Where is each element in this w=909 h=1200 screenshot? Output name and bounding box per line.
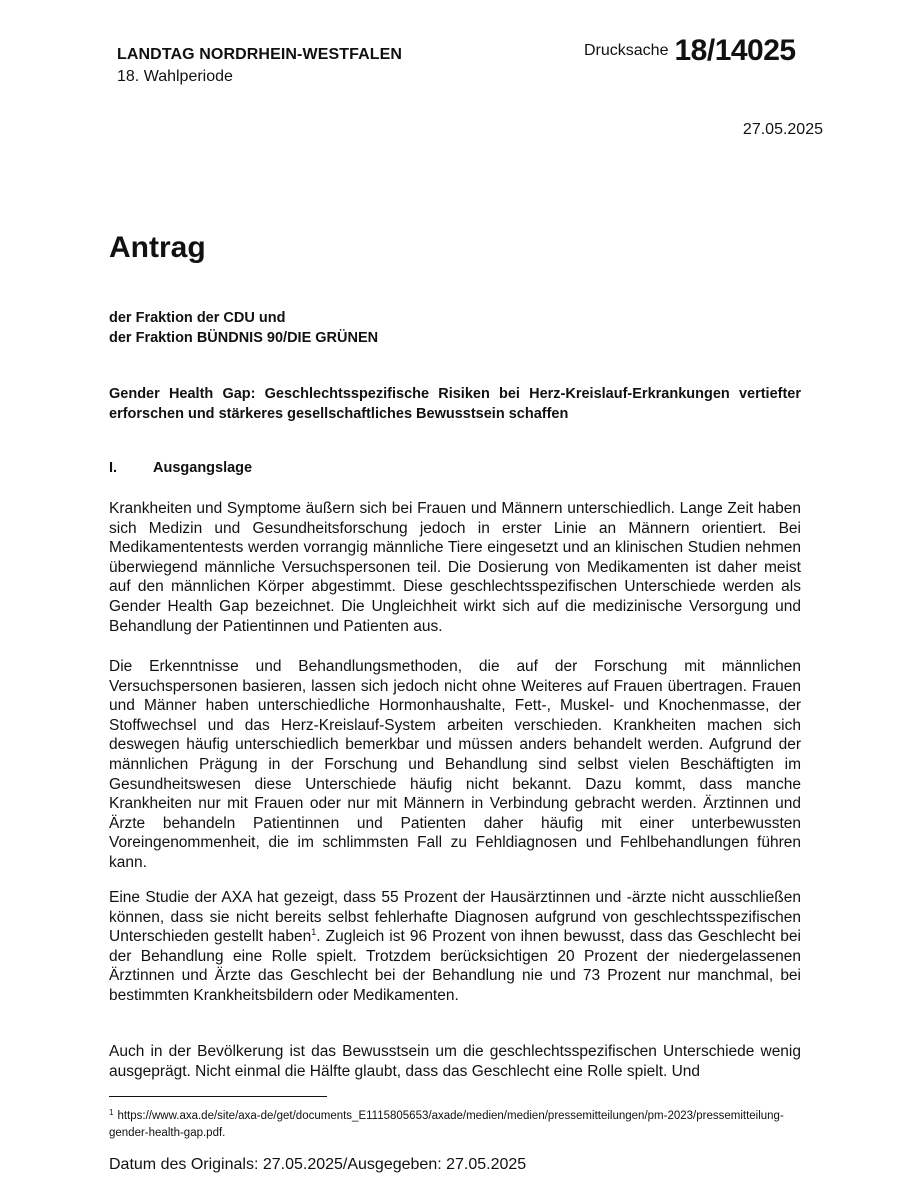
document-number-label: Drucksache [584, 42, 669, 59]
footnote [109, 1104, 801, 1142]
document-number-block [584, 34, 796, 68]
body-paragraph [109, 888, 801, 1006]
document-type-heading: Antrag [109, 231, 206, 264]
paragraph-text: Eine Studie der AXA hat gezeigt, dass 55 Prozent der Hausärztinnen und -ärzte nicht ausschließen können, dass sie nicht bereits selbst fehlerhafte Diagnosen aufgrund von geschlechtsspezifischen Unterschieden gestellt haben [109, 889, 801, 946]
faction-line: der Fraktion BÜNDNIS 90/DIE GRÜNEN [109, 330, 379, 346]
motion-title: Gender Health Gap: Geschlechtsspezifische Risiken bei Herz-Kreislauf-Erkrankungen vertiefter erforschen und stärkeres gesellschaftliches Bewusstsein schaffen [109, 386, 801, 422]
footnote-reference: 1 [311, 927, 317, 938]
section-number: I. [109, 460, 118, 476]
document-date: 27.05.2025 [742, 121, 823, 138]
section-title: Ausgangslage [153, 460, 253, 476]
body-paragraph: Auch in der Bevölkerung ist das Bewusstsein um die geschlechtsspezifischen Unterschiede wenig ausgeprägt. Nicht einmal die Hälfte glaubt, dass das Geschlecht eine Rolle spielt. Und [109, 1043, 801, 1080]
footnote-separator [109, 1096, 327, 1097]
original-date-footer: Datum des Originals: 27.05.2025/Ausgegeben: 27.05.2025 [109, 1156, 527, 1173]
parliament-name: LANDTAG NORDRHEIN-WESTFALEN [117, 46, 403, 63]
document-number: 18/14025 [674, 34, 796, 67]
factions-block [109, 308, 378, 348]
footnote-marker: 1 [109, 1108, 114, 1117]
body-paragraph: Krankheiten und Symptome äußern sich bei Frauen und Männern unterschiedlich. Lange Zeit haben sich Medizin und Gesundheitsforschung jedoch in erster Linie an Männern orientiert. Bei Medikamententests werden vorrangig männliche Tiere eingesetzt und an klinischen Studien nehmen überwiegend männliche Versuchspersonen teil. Die Dosierung von Medikamenten ist daher meist auf den männlichen Körper abgestimmt. Diese geschlechtsspezifischen Unterschiede werden als Gender Health Gap bezeichnet. Die Ungleichheit wirkt sich auf die medizinische Versorgung und Behandlung der Patientinnen und Patienten aus. [109, 500, 801, 635]
paragraph-text: . Zugleich ist 96 Prozent von ihnen bewusst, dass das Geschlecht bei der Behandlung eine Rolle spielt. Trotzdem berücksichtigen 20 Prozent der niedergelassenen Ärztinnen und Ärzte das Geschlecht bei der Behandlung nie und 73 Prozent nur manchmal, bei bestimmten Krankheitsbildern oder Medikamenten. [109, 928, 801, 1004]
footnote-link[interactable]: https://www.axa.de/site/axa-de/get/documents_E1115805653/axade/medien/medien/pressemitteilungen/pm-2023/pressemitteilung-gender-health-gap.pdf. [109, 1110, 784, 1139]
body-paragraph: Die Erkenntnisse und Behandlungsmethoden, die auf der Forschung mit männlichen Versuchspersonen basieren, lassen sich jedoch nicht ohne Weiteres auf Frauen übertragen. Frauen und Männer haben unterschiedliche Hormonhaushalte, Fett-, Muskel- und Knochenmasse, der Stoffwechsel und das Herz-Kreislauf-System arbeiten verschieden. Krankheiten machen sich deswegen häufig unterschiedlich bemerkbar und müssen anders behandelt werden. Aufgrund der männlichen Prägung in der Forschung und Behandlung sind selbst vielen Beschäftigten im Gesundheitswesen diese Unterschiede häufig nicht bekannt. Dazu kommt, dass manche Krankheiten nur mit Frauen oder nur mit Männern in Verbindung gebracht werden. Ärztinnen und Ärzte behandeln Patientinnen und Patienten daher häufig mit einer unterbewussten Voreingenommenheit, die im schlimmsten Fall zu Fehldiagnosen und Fehlbehandlungen führen kann. [109, 658, 801, 871]
section-heading [109, 460, 252, 476]
faction-line: der Fraktion der CDU und [109, 310, 286, 326]
legislative-period: 18. Wahlperiode [117, 68, 233, 85]
